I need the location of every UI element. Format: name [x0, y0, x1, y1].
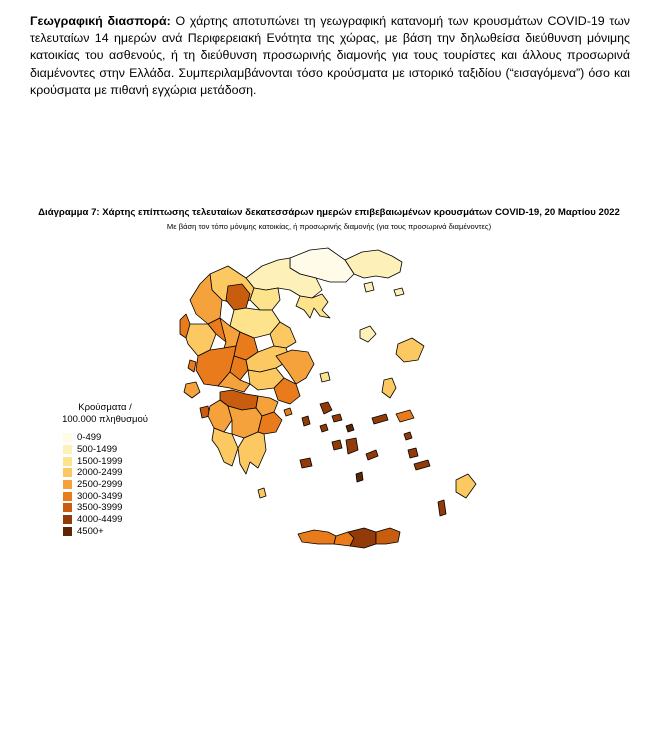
region-skyros [320, 372, 330, 382]
legend-swatch [63, 527, 72, 536]
region-tinos [332, 414, 342, 422]
legend-title-line2: 100.000 πληθυσμού [62, 414, 148, 425]
figure-title: Διάγραμμα 7: Χάρτης επίπτωσης τελευταίων δεκατεσσάρων ημερών επιβεβαιωμένων κρουσμάτων COVID-19, 20 Μαρτίου 2022 [38, 207, 620, 218]
legend-swatch [63, 503, 72, 512]
region-aegina [284, 408, 292, 416]
region-laconia [238, 432, 266, 474]
region-limnos [360, 326, 376, 342]
region-samothraki [394, 288, 404, 296]
region-santorini [356, 472, 363, 482]
legend-label: 2000-2499 [77, 467, 123, 479]
legend-item [50, 432, 160, 444]
legend-item [50, 455, 160, 467]
legend-item [50, 514, 160, 526]
legend-title-line1: Κρούσματα / [78, 402, 132, 413]
legend-label: 3500-3999 [77, 502, 123, 514]
legend-swatch [63, 515, 72, 524]
legend-label: 3000-3499 [77, 490, 123, 502]
region-kos [414, 460, 430, 470]
legend-label: 500-1499 [77, 444, 118, 456]
region-andros [320, 402, 332, 414]
region-rhodes [456, 474, 476, 498]
region-kythira [258, 488, 266, 498]
region-pieria [250, 288, 280, 310]
region-naxos [346, 438, 358, 454]
legend-label: 1500-1999 [77, 455, 123, 467]
legend-item [50, 479, 160, 491]
figure-subtitle: Με βάση τον τόπο μόνιμης κατοικίας, ή προσωρινής διαμονής (για τους προσωρινά διαμένοντες) [166, 222, 492, 231]
legend-label: 4000-4499 [77, 514, 123, 526]
region-amorgos [366, 450, 378, 460]
legend-label: 4500+ [77, 525, 104, 537]
legend-label: 0-499 [77, 432, 102, 444]
region-chania [298, 530, 336, 544]
legend-swatch [63, 445, 72, 454]
legend-item [50, 467, 160, 479]
legend-rows [50, 432, 160, 537]
legend-title [50, 402, 160, 426]
legend-swatch [63, 468, 72, 477]
map-legend [50, 402, 160, 537]
region-syros [320, 424, 328, 432]
legend-label: 2500-2999 [77, 479, 123, 491]
intro-lead: Γεωγραφική διασπορά: [30, 14, 171, 28]
legend-swatch [63, 480, 72, 489]
intro-paragraph [30, 13, 630, 99]
region-samos [396, 410, 414, 422]
region-lefkada [188, 360, 196, 372]
region-chios [382, 378, 396, 398]
region-lasithi [376, 528, 400, 544]
region-patmos [404, 432, 412, 440]
region-lesvos [396, 338, 424, 362]
region-kalymnos [408, 448, 418, 458]
greece-choropleth-map [150, 238, 480, 558]
region-kefalonia [184, 382, 200, 398]
legend-item [50, 490, 160, 502]
legend-swatch [63, 457, 72, 466]
region-paros [332, 440, 342, 450]
region-milos [300, 458, 312, 468]
legend-item [50, 444, 160, 456]
region-chalkidiki [296, 294, 330, 318]
legend-item [50, 526, 160, 538]
region-mykonos [346, 424, 354, 432]
region-kea [302, 416, 310, 426]
region-thasos [364, 282, 374, 292]
legend-swatch [63, 433, 72, 442]
legend-swatch [63, 492, 72, 501]
intro-body: Ο χάρτης αποτυπώνει τη γεωγραφική κατανομή των κρουσμάτων COVID-19 των τελευταίων 14 ημερών ανά Περιφερειακή Ενότητα της χώρας, με βάση την δηλωθείσα διεύθυνση μόνιμης κατοικίας του ασθενούς, ή τη διεύθυνση προσωρινής διαμονής για τους τουρίστες και άλλους προσωρινά διαμένοντες στην Ελλάδα. Συμπεριλαμβάνονται τόσο κρούσματα με ιστορικό ταξιδίου (“εισαγόμενα”) όσο και κρούσματα με πιθανή εγχώρια μετάδοση. [30, 14, 630, 97]
region-ikaria [372, 414, 388, 424]
region-karpathos [438, 500, 446, 516]
legend-item [50, 502, 160, 514]
